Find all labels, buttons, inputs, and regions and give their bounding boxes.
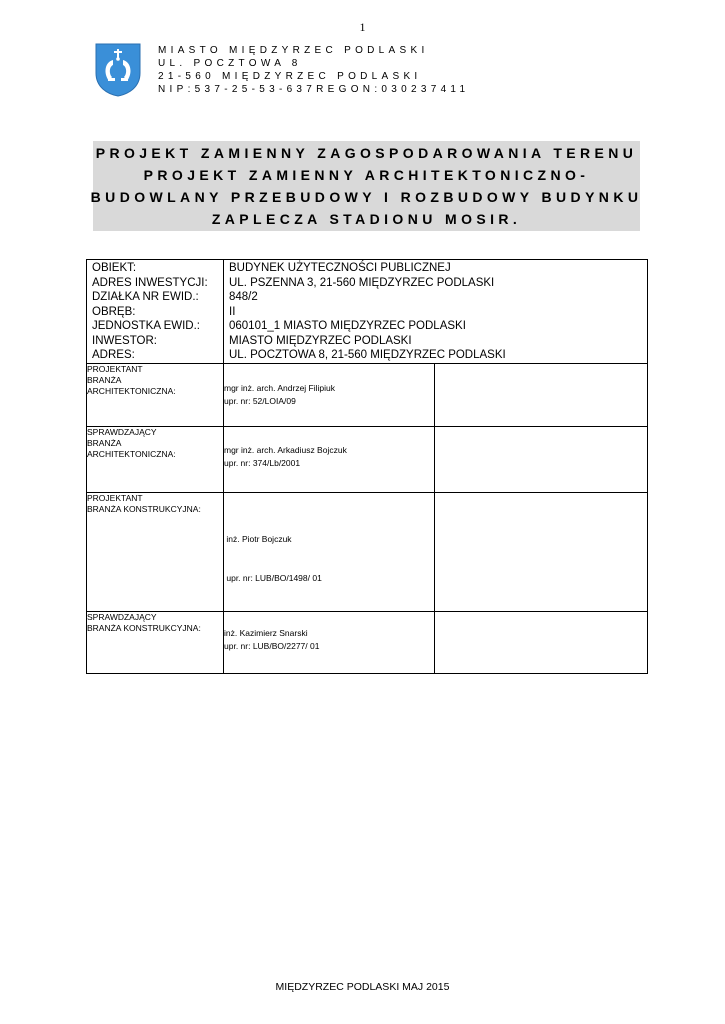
signature-cell	[435, 426, 648, 492]
header-line-name: MIASTO MIĘDZYRZEC PODLASKI	[158, 45, 429, 56]
project-title-box	[90, 141, 643, 231]
signature-cell	[435, 611, 648, 673]
signatory-role	[87, 492, 224, 611]
details-values-cell	[224, 260, 648, 364]
project-info-table	[86, 259, 648, 674]
role-line: SPRAWDZAJĄCY	[87, 611, 157, 622]
header-line-street: UL. POCZTOWA 8	[158, 58, 302, 69]
signatory-name: inż. Kazimierz Snarski	[224, 627, 308, 638]
signatory-license: upr. nr: 52/LOIA/09	[224, 395, 296, 406]
signatory-row	[87, 611, 648, 673]
value-object: BUDYNEK UŻYTECZNOŚCI PUBLICZNEJ	[229, 262, 451, 274]
signatory-row	[87, 363, 648, 426]
signatory-name-cell	[224, 363, 435, 426]
signatory-role	[87, 426, 224, 492]
signatory-license: upr. nr: LUB/BO/1498/ 01	[224, 572, 322, 583]
title-line-2: PROJEKT ZAMIENNY ARCHITEKTONICZNO-	[143, 167, 590, 183]
signature-cell	[435, 363, 648, 426]
signatory-license: upr. nr: 374/Lb/2001	[224, 457, 301, 468]
project-details-row	[87, 260, 648, 364]
value-address: UL. POCZTOWA 8, 21-560 MIĘDZYRZEC PODLASKI	[229, 349, 506, 361]
role-line: PROJEKTANT	[87, 492, 143, 503]
value-plot-number: 848/2	[229, 291, 258, 303]
value-investor: MIASTO MIĘDZYRZEC PODLASKI	[229, 334, 412, 347]
value-precinct: II	[229, 305, 236, 318]
signatory-name-cell	[224, 492, 435, 611]
role-line: ARCHITEKTONICZNA:	[87, 385, 176, 396]
role-line: ARCHITEKTONICZNA:	[87, 448, 176, 459]
details-labels-cell	[87, 260, 224, 364]
signatory-name: mgr inż. arch. Andrzej Filipiuk	[224, 382, 336, 393]
municipality-header	[158, 44, 469, 96]
role-line: BRANŻA	[87, 374, 122, 385]
role-line: SPRAWDZAJĄCY	[87, 426, 157, 437]
label-registration-unit: JEDNOSTKA EWID.:	[92, 320, 200, 332]
label-address: ADRES:	[92, 349, 135, 361]
signatory-name: inż. Piotr Bojczuk	[224, 533, 292, 544]
signature-cell	[435, 492, 648, 611]
signatory-row	[87, 492, 648, 611]
header-line-postal: 21-560 MIĘDZYRZEC PODLASKI	[158, 71, 422, 82]
label-plot-number: DZIAŁKA NR EWID.:	[92, 291, 199, 303]
signatory-name-cell	[224, 426, 435, 492]
role-line: PROJEKTANT	[87, 363, 143, 374]
role-line: BRANŻA KONSTRUKCYJNA:	[87, 503, 201, 514]
label-precinct: OBRĘB:	[92, 305, 136, 318]
footer-place-date: MIĘDZYRZEC PODLASKI MAJ 2015	[275, 981, 450, 993]
page-number: 1	[359, 20, 366, 34]
signatory-row	[87, 426, 648, 492]
role-line: BRANŻA KONSTRUKCYJNA:	[87, 622, 201, 633]
title-line-1: PROJEKT ZAMIENNY ZAGOSPODAROWANIA TERENU	[95, 145, 638, 161]
signatory-role	[87, 363, 224, 426]
coat-of-arms-icon	[95, 43, 141, 97]
title-line-3: BUDOWLANY PRZEBUDOWY I ROZBUDOWY BUDYNKU	[90, 189, 643, 205]
signatory-role	[87, 611, 224, 673]
header-line-tax-ids: NIP:537-25-53-637REGON:030237411	[158, 84, 470, 95]
value-registration-unit: 060101_1 MIASTO MIĘDZYRZEC PODLASKI	[229, 320, 466, 332]
signatory-name-cell	[224, 611, 435, 673]
title-line-4: ZAPLECZA STADIONU MOSIR.	[211, 211, 522, 227]
signatory-license: upr. nr: LUB/BO/2277/ 01	[224, 640, 320, 651]
label-investor: INWESTOR:	[92, 334, 157, 347]
role-line: BRANŻA	[87, 437, 122, 448]
signatory-name: mgr inż. arch. Arkadiusz Bojczuk	[224, 444, 347, 455]
label-object: OBIEKT:	[92, 262, 137, 274]
label-investment-address: ADRES INWESTYCJI:	[92, 276, 208, 289]
value-investment-address: UL. PSZENNA 3, 21-560 MIĘDZYRZEC PODLASKI	[229, 276, 495, 289]
